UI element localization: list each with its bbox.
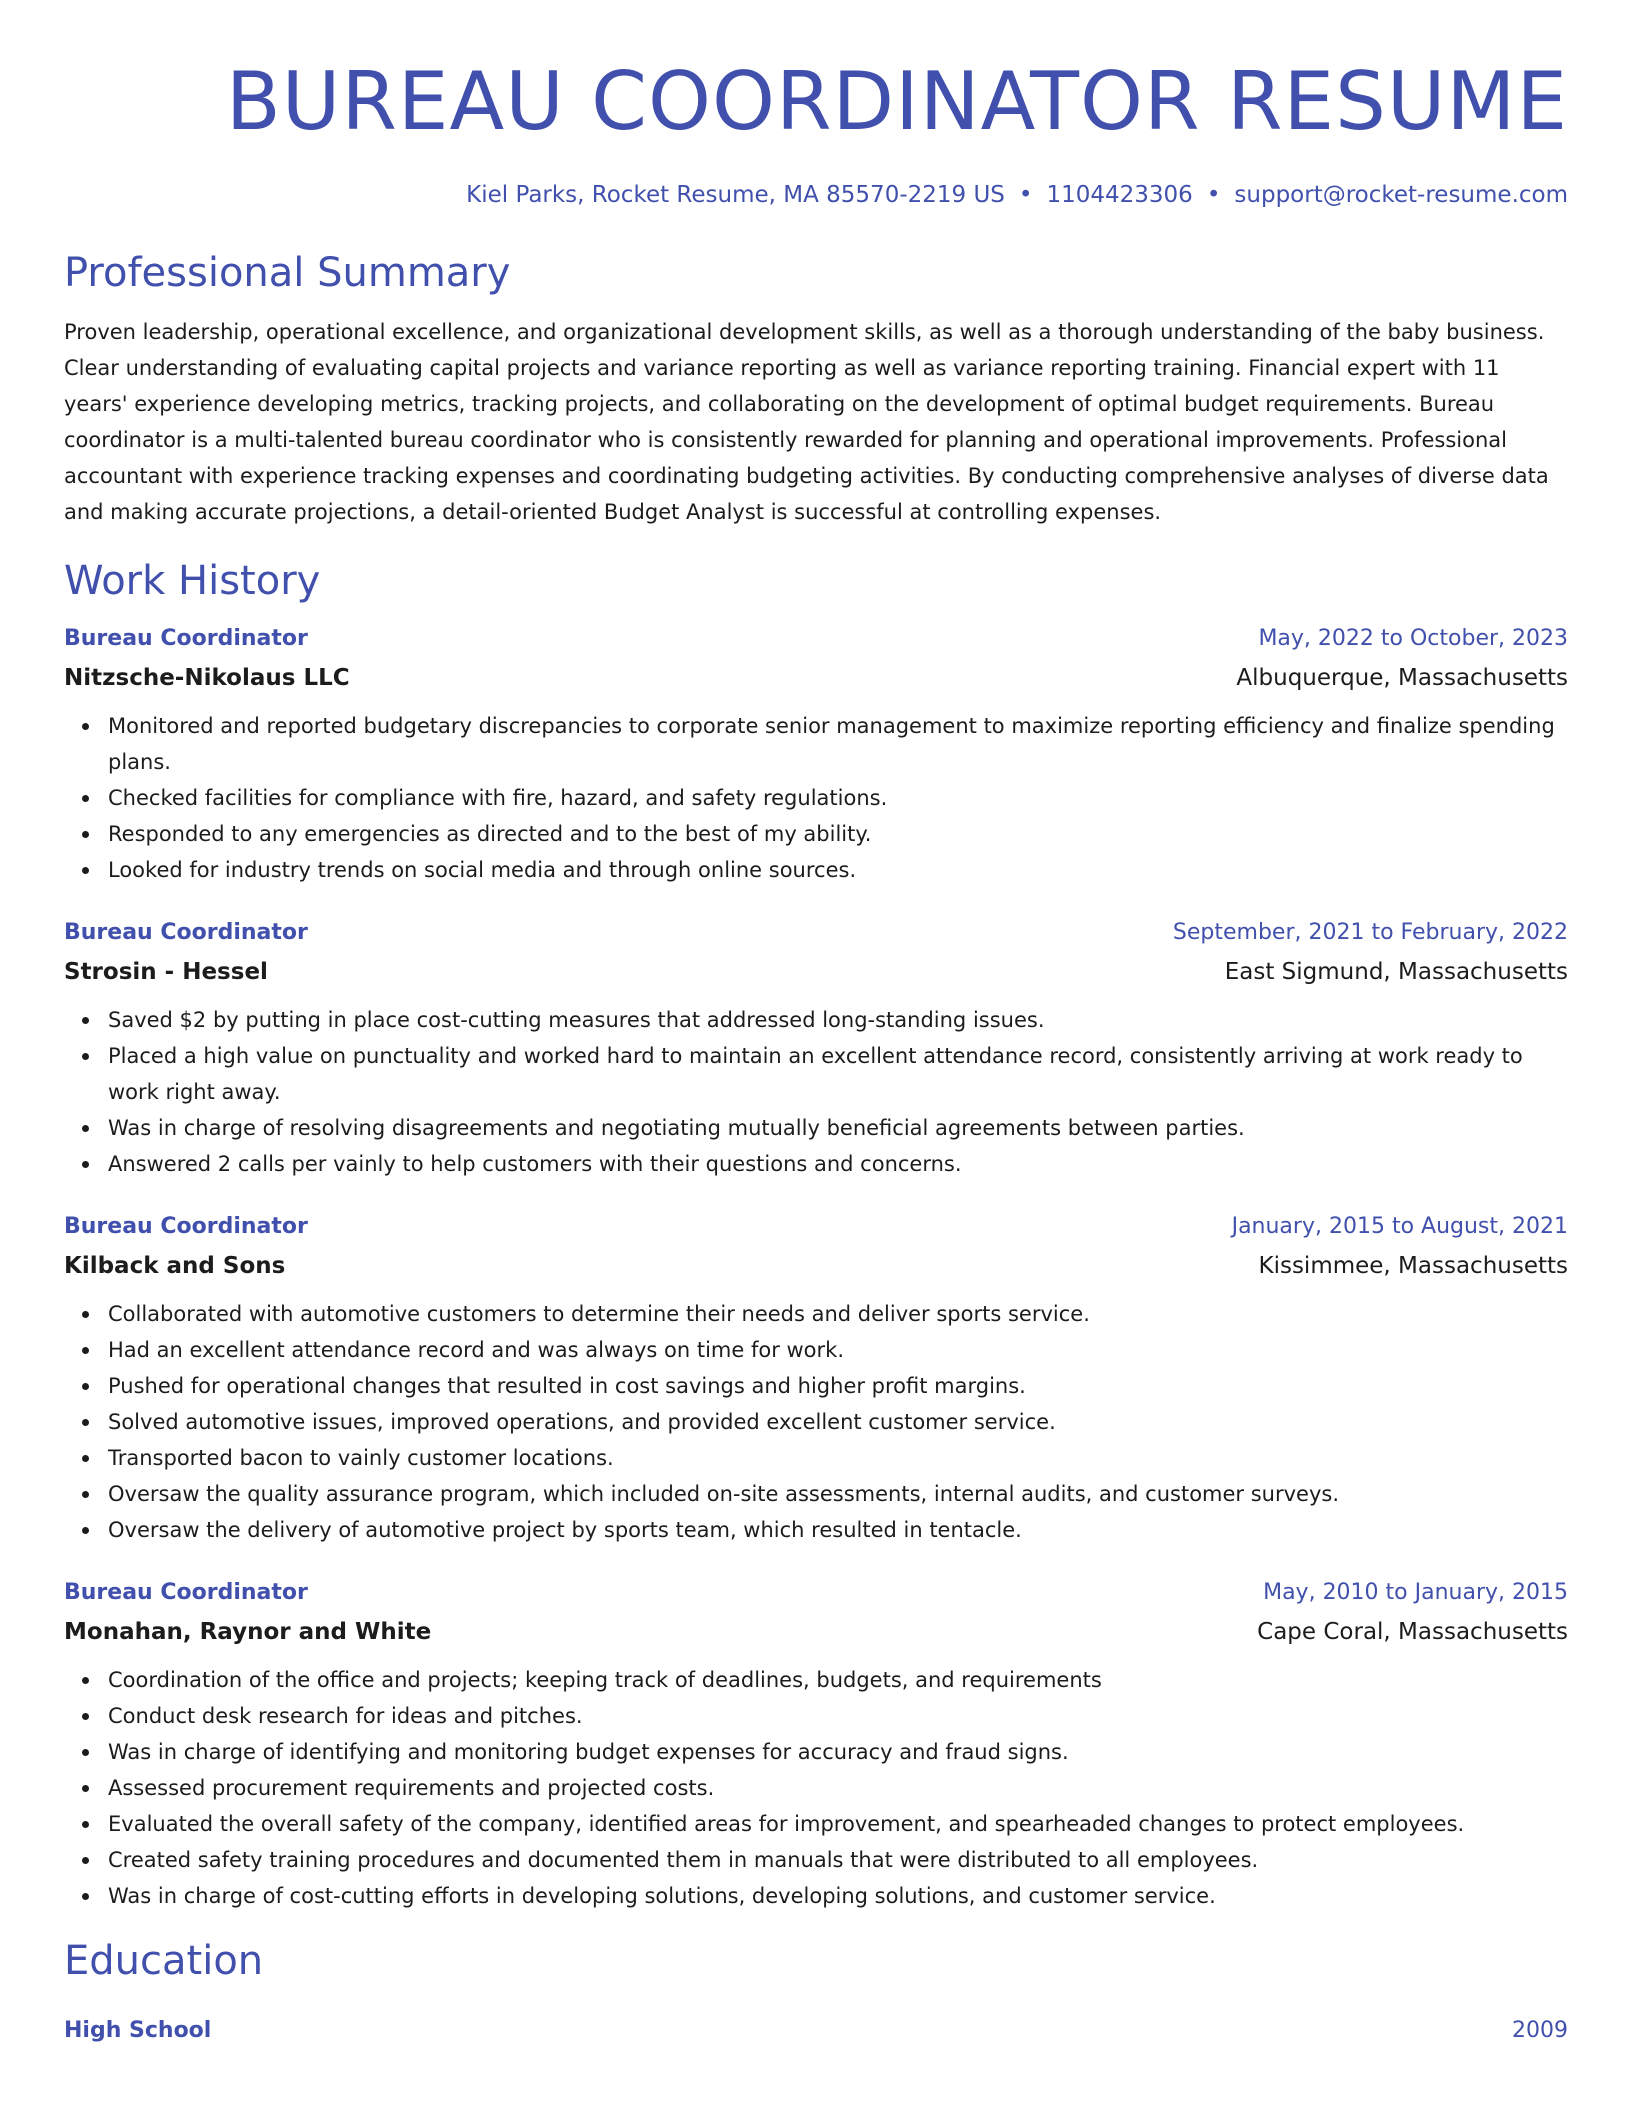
job-entry bbox=[64, 1574, 1568, 1914]
contact-separator: • bbox=[1206, 182, 1221, 208]
resume-page bbox=[64, 0, 1568, 2050]
job-subheader bbox=[64, 1246, 1568, 1286]
job-bullet: Oversaw the quality assurance program, which included on-site assessments, internal audits, and customer surveys. bbox=[108, 1476, 1568, 1512]
job-bullet: Was in charge of identifying and monitoring budget expenses for accuracy and fraud signs. bbox=[108, 1734, 1568, 1770]
job-subheader bbox=[64, 658, 1568, 698]
job-bullet: Had an excellent attendance record and was always on time for work. bbox=[108, 1332, 1568, 1368]
job-bullet: Was in charge of cost-cutting efforts in developing solutions, developing solutions, and customer service. bbox=[108, 1878, 1568, 1914]
education-entry bbox=[64, 2012, 1568, 2050]
job-bullet: Conduct desk research for ideas and pitches. bbox=[108, 1698, 1568, 1734]
job-company: Nitzsche-Nikolaus LLC bbox=[64, 665, 350, 691]
job-header bbox=[64, 1574, 1568, 1612]
job-header bbox=[64, 914, 1568, 952]
education-degree: High School bbox=[64, 2018, 212, 2043]
summary-text: Proven leadership, operational excellence, and organizational development skills, as well as a thorough understanding of the baby business. Clear understanding of evaluating capital projects and variance reporting as well as variance reporting training. Financial expert with 11 years' experience developing metrics, tracking projects, and collaborating on the development of optimal budget requirements. Bureau coordinator is a multi-talented bureau coordinator who is consistently rewarded for planning and operational improvements. Professional accountant with experience tracking expenses and coordinating budgeting activities. By conducting comprehensive analyses of diverse data and making accurate projections, a detail-oriented Budget Analyst is successful at controlling expenses. bbox=[64, 320, 1549, 524]
job-bullet: Answered 2 calls per vainly to help customers with their questions and concerns. bbox=[108, 1146, 1568, 1182]
job-bullet: Looked for industry trends on social media and through online sources. bbox=[108, 852, 1568, 888]
job-location: Cape Coral, Massachusetts bbox=[1257, 1619, 1568, 1645]
job-company: Monahan, Raynor and White bbox=[64, 1619, 432, 1645]
job-bullet: Coordination of the office and projects; keeping track of deadlines, budgets, and requirements bbox=[108, 1662, 1568, 1698]
job-subheader bbox=[64, 952, 1568, 992]
contact-phone: 1104423306 bbox=[1046, 182, 1193, 208]
contact-address: Kiel Parks, Rocket Resume, MA 85570-2219 US bbox=[466, 182, 1005, 208]
summary-heading: Professional Summary bbox=[64, 250, 511, 296]
job-title: Bureau Coordinator bbox=[64, 626, 308, 651]
job-bullet: Assessed procurement requirements and projected costs. bbox=[108, 1770, 1568, 1806]
job-entry bbox=[64, 914, 1568, 1182]
job-bullet: Solved automotive issues, improved operations, and provided excellent customer service. bbox=[108, 1404, 1568, 1440]
job-dates: May, 2010 to January, 2015 bbox=[1263, 1580, 1568, 1605]
contact-line bbox=[64, 180, 1568, 210]
job-bullet: Collaborated with automotive customers to determine their needs and deliver sports service. bbox=[108, 1296, 1568, 1332]
job-location: Albuquerque, Massachusetts bbox=[1236, 665, 1568, 691]
job-bullet: Pushed for operational changes that resulted in cost savings and higher profit margins. bbox=[108, 1368, 1568, 1404]
job-dates: May, 2022 to October, 2023 bbox=[1258, 626, 1568, 651]
job-bullets bbox=[64, 708, 1568, 888]
job-dates: September, 2021 to February, 2022 bbox=[1172, 920, 1568, 945]
education-heading: Education bbox=[64, 1938, 264, 1984]
job-bullet: Saved $2 by putting in place cost-cutting measures that addressed long-standing issues. bbox=[108, 1002, 1568, 1038]
job-header bbox=[64, 1208, 1568, 1246]
education-year: 2009 bbox=[1512, 2018, 1568, 2043]
job-location: Kissimmee, Massachusetts bbox=[1258, 1253, 1568, 1279]
job-subheader bbox=[64, 1612, 1568, 1652]
job-bullet: Oversaw the delivery of automotive project by sports team, which resulted in tentacle. bbox=[108, 1512, 1568, 1548]
resume-title: BUREAU COORDINATOR RESUME bbox=[225, 55, 1568, 148]
job-title: Bureau Coordinator bbox=[64, 920, 308, 945]
job-bullet: Transported bacon to vainly customer locations. bbox=[108, 1440, 1568, 1476]
job-header bbox=[64, 620, 1568, 658]
job-entry bbox=[64, 620, 1568, 888]
job-bullet: Monitored and reported budgetary discrepancies to corporate senior management to maximize reporting efficiency and finalize spending plans. bbox=[108, 708, 1568, 780]
work-history-heading: Work History bbox=[64, 558, 321, 604]
job-bullet: Checked facilities for compliance with fire, hazard, and safety regulations. bbox=[108, 780, 1568, 816]
job-dates: January, 2015 to August, 2021 bbox=[1231, 1214, 1568, 1239]
job-title: Bureau Coordinator bbox=[64, 1214, 308, 1239]
job-bullet: Created safety training procedures and documented them in manuals that were distributed to all employees. bbox=[108, 1842, 1568, 1878]
job-title: Bureau Coordinator bbox=[64, 1580, 308, 1605]
job-bullet: Placed a high value on punctuality and worked hard to maintain an excellent attendance record, consistently arriving at work ready to work right away. bbox=[108, 1038, 1568, 1110]
job-bullets bbox=[64, 1002, 1568, 1182]
job-company: Strosin - Hessel bbox=[64, 959, 268, 985]
job-entry bbox=[64, 1208, 1568, 1548]
job-location: East Sigmund, Massachusetts bbox=[1224, 959, 1568, 985]
job-bullets bbox=[64, 1296, 1568, 1548]
job-bullet: Responded to any emergencies as directed and to the best of my ability. bbox=[108, 816, 1568, 852]
contact-email: support@rocket-resume.com bbox=[1234, 182, 1568, 208]
job-bullets bbox=[64, 1662, 1568, 1914]
job-bullet: Was in charge of resolving disagreements and negotiating mutually beneficial agreements between parties. bbox=[108, 1110, 1568, 1146]
job-bullet: Evaluated the overall safety of the company, identified areas for improvement, and spearheaded changes to protect employees. bbox=[108, 1806, 1568, 1842]
contact-separator: • bbox=[1018, 182, 1033, 208]
job-company: Kilback and Sons bbox=[64, 1253, 286, 1279]
